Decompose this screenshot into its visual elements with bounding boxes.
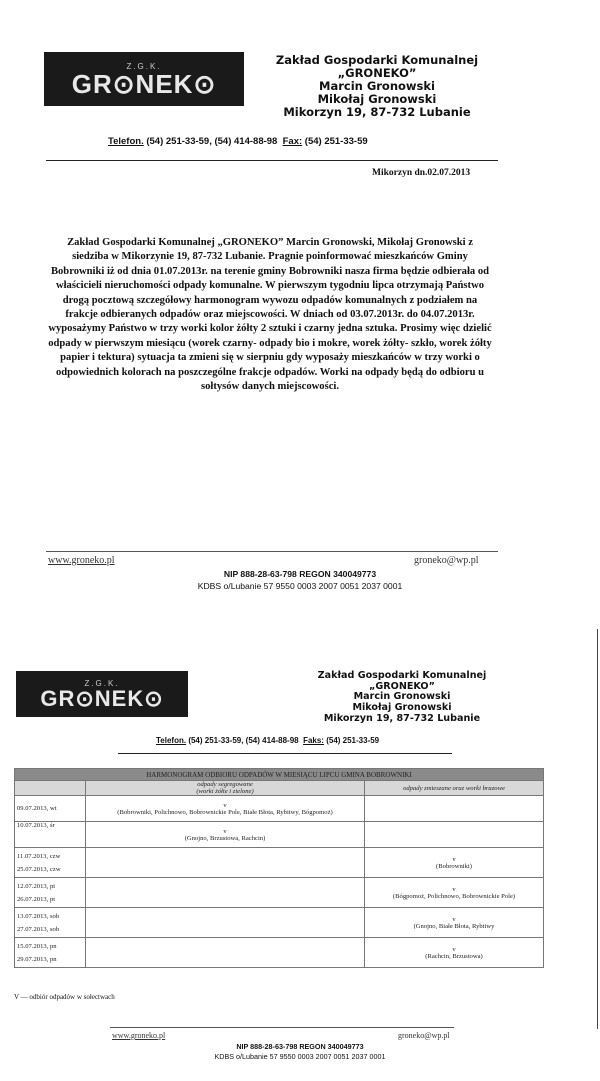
row-mixed-places: (Rachcin, Brzustowa) [425, 952, 483, 960]
row-segregated [86, 938, 365, 968]
fax-value: (54) 251-33-59 [304, 136, 368, 147]
collection-schedule-table [14, 768, 544, 968]
table-row [15, 822, 544, 848]
company-logo [44, 52, 244, 106]
pickup-mark: v [452, 915, 456, 923]
pickup-mark: v [452, 945, 456, 953]
row-date-second: 29.07.2013, pn [17, 955, 57, 963]
company-address [262, 54, 492, 118]
schedule-title: HARMONOGRAM ODBIORU ODPADÓW W MIESIĄCU LIPCU GMINA BOBROWNIKI [15, 769, 544, 781]
header-divider [46, 160, 498, 161]
row-mixed-places: (Gnojno, Białe Błota, Rybitwy [413, 922, 495, 930]
row-mixed [365, 822, 544, 848]
row-segregated [86, 878, 365, 908]
phone-label: Telefon. [156, 736, 187, 745]
schedule-legend: V — odbiór odpadów w sołectwach [14, 993, 115, 1001]
header-date-cell [15, 781, 86, 796]
header-segregated-line1: odpady segregowane [197, 781, 253, 788]
company-registration [100, 568, 500, 592]
owner-2: Mikołaj Gronowski [352, 702, 452, 714]
row-date-second: 27.07.2013, sob [17, 925, 60, 933]
header-divider [118, 753, 452, 754]
row-mixed [365, 796, 544, 822]
logo-subtitle: Z.G.K. [84, 678, 120, 688]
row-dates [15, 878, 86, 908]
row-mixed [365, 908, 544, 938]
logo-subtitle: Z.G.K. [126, 61, 162, 71]
owner-1: Marcin Gronowski [319, 78, 435, 93]
table-row [15, 848, 544, 878]
fax-label: Faks: [303, 736, 324, 745]
row-segregated-places: (Bobrowniki, Polichnowo, Bobrownickie Pole, Białe Błota, Rybitwy, Bógpomoż) [117, 808, 333, 816]
row-date-first: 15.07.2013, pn [17, 942, 57, 950]
row-segregated [86, 908, 365, 938]
table-header-row [15, 781, 544, 796]
row-date-second: 25.07.2013, czw [17, 865, 61, 873]
company-name: Zakład Gospodarki Komunalnej [275, 53, 479, 67]
row-date-first: 12.07.2013, pt [17, 882, 56, 890]
website-link[interactable]: www.groneko.pl [48, 555, 115, 566]
bank-account: KDBS o/Lubanie 57 9550 0003 2007 0051 2037 0001 [214, 1052, 386, 1061]
pickup-mark: v [223, 801, 227, 809]
row-date-first: 13.07.2013, sob [17, 912, 60, 920]
phone-value: (54) 251-33-59, (54) 414-88-98 [188, 736, 299, 745]
table-row [15, 908, 544, 938]
pickup-mark: v [452, 885, 456, 893]
page-edge-line [597, 629, 598, 1029]
logo-brand: GR⊙NEK⊙ [71, 68, 217, 99]
company-street: Mikorzyn 19, 87-732 Lubanie [323, 712, 481, 724]
email-address: groneko@wp.pl [398, 1031, 450, 1040]
row-segregated [86, 822, 365, 848]
company-street: Mikorzyn 19, 87-732 Lubanie [283, 104, 471, 119]
website-link[interactable]: www.groneko.pl [112, 1031, 166, 1040]
owner-1: Marcin Gronowski [353, 691, 451, 703]
row-mixed [365, 938, 544, 968]
letter-date: Mikorzyn dn.02.07.2013 [372, 168, 471, 178]
row-dates [15, 908, 86, 938]
row-dates [15, 938, 86, 968]
pickup-mark: v [452, 855, 456, 863]
logo-brand: GR⊙NEK⊙ [40, 685, 164, 711]
row-segregated [86, 848, 365, 878]
row-mixed-places: (Bobrowniki) [436, 862, 472, 870]
letter-body: Zakład Gospodarki Komunalnej „GRONEKO” Marcin Gronowski, Mikołaj Gronowski z siedziba w Mikorzynie 19, 87-732 Lubanie. Pragnie poinformować mieszkańców Gminy Bobrowniki iż od dnia 01.07.2013r. na terenie gminy Bobrowniki nasza firma będzie odbierała od właścicieli nieruchomości odpady komunalne. W pierwszym tygodniu lipca otrzymają Państwo drogą pocztową szczegółowy harmonogram wywozu odpadów komunalnych z podziałem na frakcje odbieranych odpadów oraz miejscowości. W dniach od 03.07.2013r. do 04.07.2013r. wyposażymy Państwo w trzy worki kolor żółty 2 sztuki i czarny jedna sztuka. Prosimy więc dzielić odpady w pierwszym miesiącu (worek czarny- odpady bio i mokre, worek żółty- szkło, worek żółty papier i tektura) sytuacja ta zmieni się w sierpniu gdy wyposaży mieszkańców w trzy worki o odpowiednich kolorach na poszczególne frakcje odpadów. Worki na odpady będą do odbioru u sołtysów danych miejscowości. [48, 237, 492, 393]
row-dates [15, 848, 86, 878]
phone-value: (54) 251-33-59, (54) 414-88-98 [146, 136, 278, 147]
fax-value: (54) 251-33-59 [326, 736, 380, 745]
contact-line [108, 136, 368, 147]
row-date-second: 26.07.2013, pt [17, 895, 56, 903]
header-segregated-line2: (worki żółte i zielone) [196, 788, 254, 795]
company-brand: „GRONEKO” [337, 65, 417, 80]
header-mixed: odpady zmieszane oraz worki brazowe [365, 781, 544, 796]
contact-line [156, 736, 379, 745]
company-registration [130, 1042, 470, 1062]
row-segregated-places: (Gnojno, Brzustowa, Rachcin) [184, 834, 266, 842]
bank-account: KDBS o/Lubanie 57 9550 0003 2007 0051 2037 0001 [197, 581, 403, 591]
header-segregated [86, 781, 365, 796]
table-row [15, 796, 544, 822]
fax-label: Fax: [282, 136, 303, 147]
phone-label: Telefon. [108, 136, 144, 147]
row-date-first: 11.07.2013, czw [17, 852, 61, 860]
company-brand: „GRONEKO” [369, 680, 435, 692]
row-segregated [86, 796, 365, 822]
row-mixed [365, 878, 544, 908]
footer-divider [46, 551, 498, 552]
schedule-page [0, 625, 600, 1081]
company-address [302, 671, 502, 725]
owner-2: Mikołaj Gronowski [317, 91, 437, 106]
row-date: 09.07.2013, wt [15, 796, 86, 822]
footer-divider [110, 1027, 454, 1028]
row-date: 10.07.2013, śr [15, 822, 86, 848]
nip-regon: NIP 888-28-63-798 REGON 340049773 [236, 1042, 364, 1051]
table-row [15, 938, 544, 968]
pickup-mark: v [223, 827, 227, 835]
company-name: Zakład Gospodarki Komunalnej [317, 670, 487, 681]
row-mixed [365, 848, 544, 878]
row-mixed-places: (Bógpomoż, Polichnowo, Bobrownickie Pole) [392, 892, 516, 900]
nip-regon: NIP 888-28-63-798 REGON 340049773 [223, 569, 377, 579]
table-row [15, 878, 544, 908]
email-address: groneko@wp.pl [414, 555, 479, 566]
company-logo-small [16, 671, 188, 717]
